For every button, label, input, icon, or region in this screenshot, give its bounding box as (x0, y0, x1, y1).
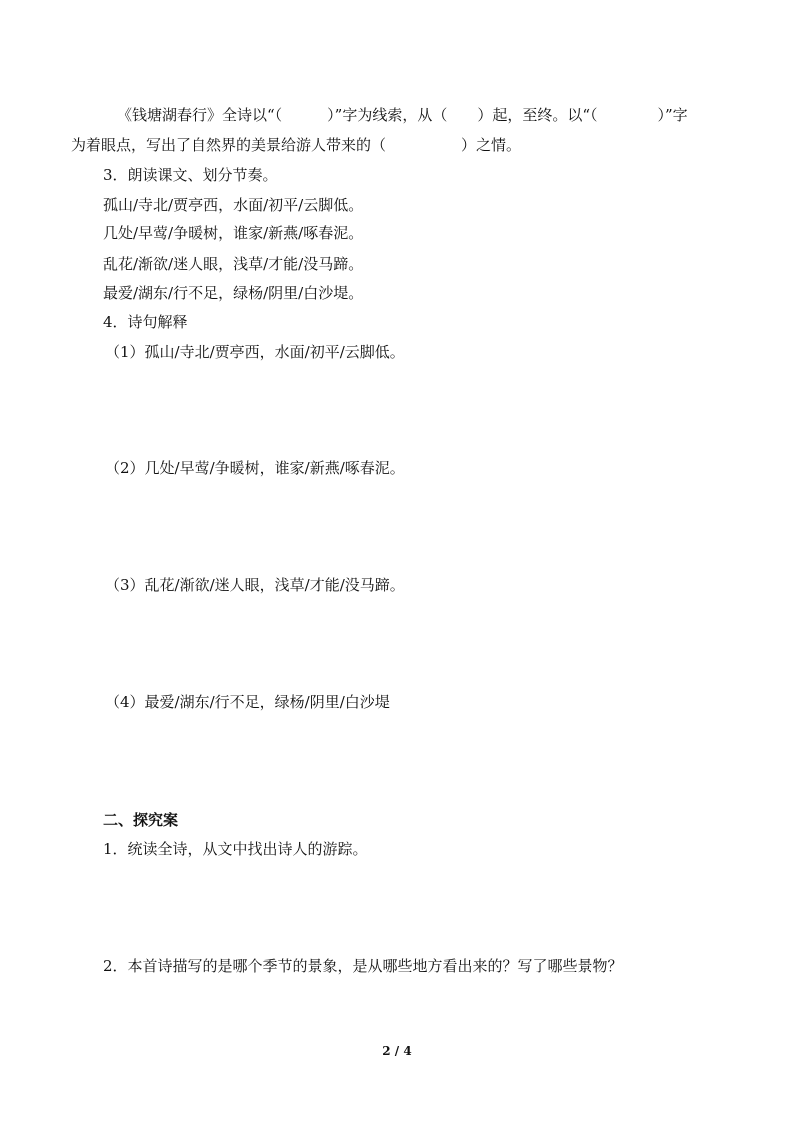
explanation-item: （4）最爱/湖东/行不足，绿杨/阴里/白沙堤 (105, 693, 390, 711)
poem-line: 乱花/渐欲/迷人眼，浅草/才能/没马蹄。 (103, 255, 364, 273)
poem-line: 孤山/寺北/贾亭西，水面/初平/云脚低。 (103, 196, 364, 214)
explanation-item: （1）孤山/寺北/贾亭西，水面/初平/云脚低。 (105, 343, 405, 361)
inquiry-question: 1．统读全诗，从文中找出诗人的游踪。 (103, 840, 368, 858)
intro-line-2: 为着眼点，写出了自然界的美景给游人带来的（ ）之情。 (71, 136, 522, 154)
explanation-item: （3）乱花/渐欲/迷人眼，浅草/才能/没马蹄。 (105, 576, 405, 594)
section2-heading: 二、探究案 (103, 811, 179, 829)
poem-line: 几处/早莺/争暖树，谁家/新燕/啄春泥。 (103, 224, 364, 242)
explanation-item: （2）几处/早莺/争暖树，谁家/新燕/啄春泥。 (105, 459, 405, 477)
inquiry-question: 2．本首诗描写的是哪个季节的景象，是从哪些地方看出来的？写了哪些景物？ (103, 957, 623, 975)
item3-heading: 3．朗读课文、划分节奏。 (103, 166, 278, 184)
poem-line: 最爱/湖东/行不足，绿杨/阴里/白沙堤。 (103, 284, 364, 302)
item4-heading: 4．诗句解释 (103, 313, 188, 331)
intro-line-1: 《钱塘湖春行》全诗以“（ ）”字为线索，从（ ）起，至终。以“（ ）”字 (117, 106, 688, 124)
page-number: 2 / 4 (382, 1044, 412, 1058)
